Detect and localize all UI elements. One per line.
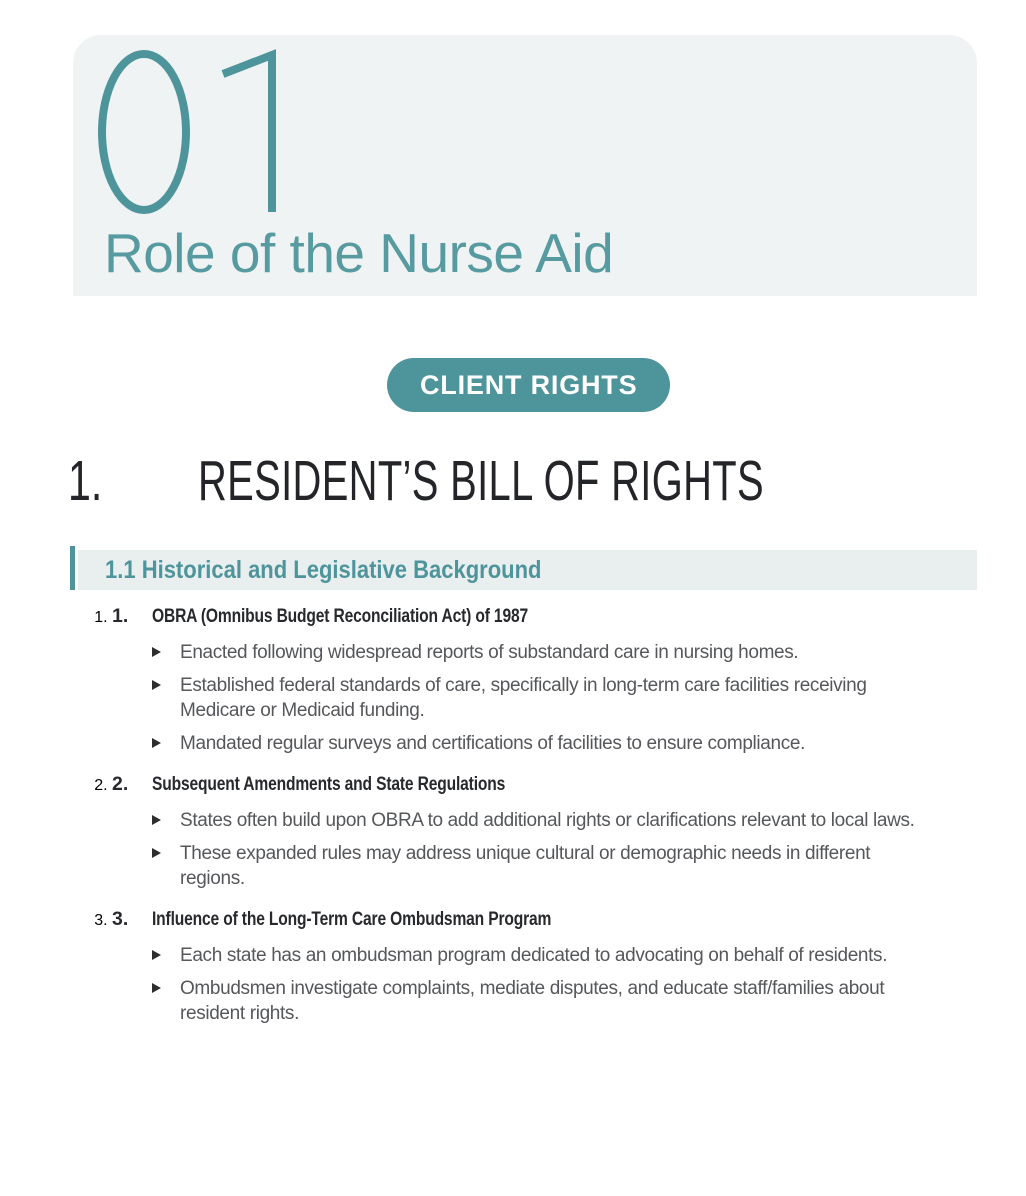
list-item xyxy=(112,604,972,756)
bullet-group xyxy=(152,640,972,756)
item-number: 3. 3. xyxy=(112,908,129,930)
triangle-bullet-icon xyxy=(152,983,161,993)
section-title: RESIDENT’S BILL OF RIGHTS xyxy=(197,449,764,513)
section-number: 1. xyxy=(68,449,103,513)
subsection-strip xyxy=(78,550,977,590)
bullet-line: Ombudsmen investigate complaints, mediate disputes, and educate staff/families about xyxy=(180,978,885,999)
section-heading xyxy=(68,448,1006,514)
bullet-item xyxy=(152,943,972,968)
bullet-line: States often build upon OBRA to add additional rights or clarifications relevant to local laws. xyxy=(180,810,915,831)
subsection-title: 1.1 Historical and Legislative Background xyxy=(105,555,542,584)
chapter-title: Role of the Nurse Aid xyxy=(104,222,614,284)
bullet-group xyxy=(152,943,972,1026)
bullet-text xyxy=(180,731,805,756)
client-rights-badge xyxy=(387,358,670,412)
bullet-item xyxy=(152,841,972,891)
bullet-text xyxy=(180,841,870,891)
bullet-item xyxy=(152,808,972,833)
list-item-head xyxy=(112,772,972,797)
list-item xyxy=(112,907,972,1026)
item-heading: OBRA (Omnibus Budget Reconciliation Act) of 1987 xyxy=(152,605,528,627)
bullet-text xyxy=(180,943,887,968)
chapter-number xyxy=(73,35,74,36)
bullet-text xyxy=(180,640,798,665)
badge-label: CLIENT RIGHTS xyxy=(420,369,638,400)
numbered-list xyxy=(112,604,972,1026)
chapter-header xyxy=(73,35,977,296)
bullet-line: regions. xyxy=(180,868,245,889)
list-item xyxy=(112,772,972,891)
chapter-number-art xyxy=(97,48,289,216)
bullet-group xyxy=(152,808,972,891)
bullet-line: resident rights. xyxy=(180,1003,300,1024)
triangle-bullet-icon xyxy=(152,680,161,690)
bullet-item xyxy=(152,976,972,1026)
list-item-head xyxy=(112,907,972,932)
list-item-head xyxy=(112,604,972,629)
bullet-item xyxy=(152,731,972,756)
triangle-bullet-icon xyxy=(152,647,161,657)
subsection-heading xyxy=(70,546,977,590)
item-number: 2. 2. xyxy=(112,773,129,795)
bullet-item xyxy=(152,640,972,665)
bullet-text xyxy=(180,976,884,1026)
triangle-bullet-icon xyxy=(152,738,161,748)
bullet-line: Established federal standards of care, specifically in long-term care facilities receiving xyxy=(180,675,867,696)
item-heading: Influence of the Long-Term Care Ombudsman Program xyxy=(152,908,552,930)
bullet-text xyxy=(180,673,867,723)
item-number: 1. 1. xyxy=(112,605,129,627)
bullet-line: Medicare or Medicaid funding. xyxy=(180,700,425,721)
accent-bar xyxy=(70,546,75,590)
triangle-bullet-icon xyxy=(152,848,161,858)
bullet-line: Each state has an ombudsman program dedicated to advocating on behalf of residents. xyxy=(180,945,888,966)
bullet-line: Enacted following widespread reports of substandard care in nursing homes. xyxy=(180,642,799,663)
item-heading: Subsequent Amendments and State Regulations xyxy=(152,773,506,795)
triangle-bullet-icon xyxy=(152,815,161,825)
bullet-item xyxy=(152,673,972,723)
bullet-line: These expanded rules may address unique cultural or demographic needs in different xyxy=(180,843,871,864)
bullet-text xyxy=(180,808,915,833)
bullet-line: Mandated regular surveys and certifications of facilities to ensure compliance. xyxy=(180,733,806,754)
triangle-bullet-icon xyxy=(152,950,161,960)
